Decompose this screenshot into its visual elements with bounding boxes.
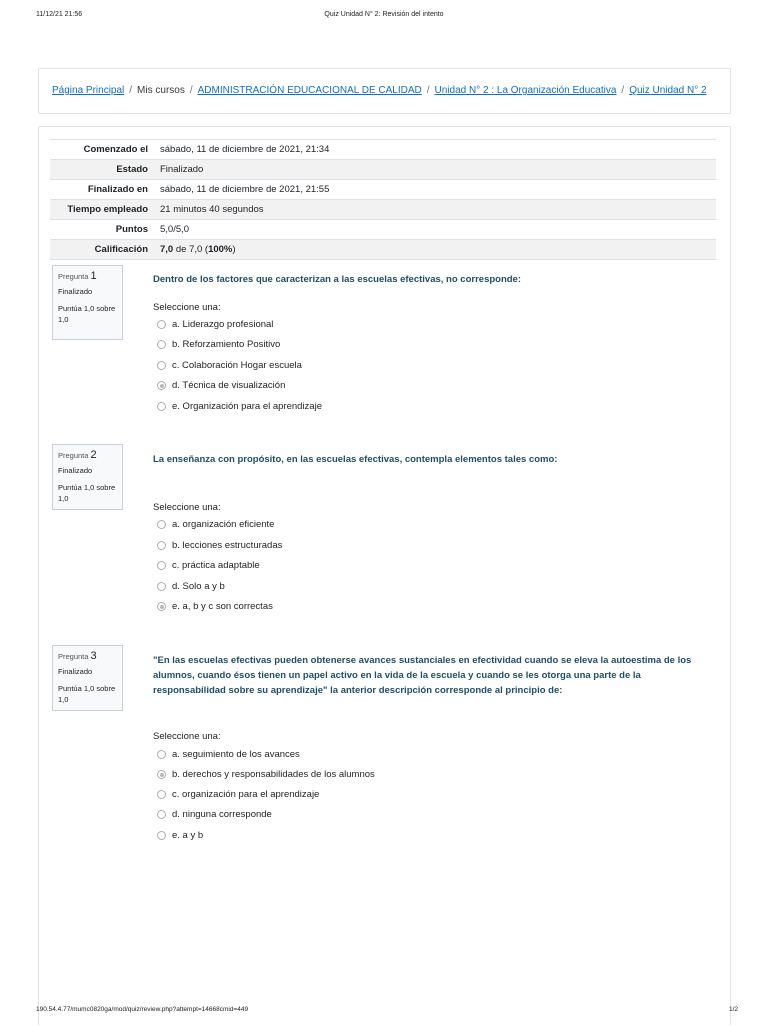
summary-value: 5,0/5,0 — [160, 224, 190, 235]
radio-button[interactable] — [157, 831, 166, 840]
summary-row-completed — [50, 180, 716, 200]
answer-label: e. a, b y c son correctas — [172, 601, 273, 612]
question-state: Finalizado — [58, 287, 93, 296]
print-timestamp: 11/12/21 21:56 — [36, 11, 83, 18]
answer-label: a. seguimiento de los avances — [172, 749, 300, 760]
question-prefix: Pregunta — [58, 451, 89, 460]
answer-option[interactable] — [157, 360, 302, 371]
radio-button[interactable] — [157, 541, 166, 550]
answer-option[interactable] — [157, 401, 322, 412]
summary-value: 21 minutos 40 segundos — [160, 204, 264, 215]
quiz-review-panel — [38, 126, 731, 1026]
grade-percent: 100% — [208, 244, 233, 255]
summary-label: Estado — [116, 164, 148, 175]
summary-row-marks — [50, 220, 716, 240]
question-state: Finalizado — [58, 667, 93, 676]
select-one-prompt: Seleccione una: — [153, 302, 221, 313]
question-state: Finalizado — [58, 466, 93, 475]
question-number — [58, 270, 117, 282]
answer-option[interactable] — [157, 789, 319, 800]
summary-label: Comenzado el — [83, 144, 148, 155]
radio-button[interactable] — [157, 520, 166, 529]
summary-row-started — [50, 140, 716, 160]
select-one-prompt: Seleccione una: — [153, 731, 221, 742]
answer-option[interactable] — [157, 319, 273, 330]
answer-label: a. Liderazgo profesional — [172, 319, 274, 330]
answer-label: d. Técnica de visualización — [172, 380, 286, 391]
attempt-summary-table — [50, 139, 716, 260]
print-page-number: 1/2 — [728, 1006, 738, 1013]
summary-value — [154, 240, 716, 260]
breadcrumb-separator: / — [129, 85, 133, 96]
answer-label: b. lecciones estructuradas — [172, 540, 283, 551]
answer-label: a. organización eficiente — [172, 519, 275, 530]
summary-row-time-taken — [50, 200, 716, 220]
question-text-2: La enseñanza con propósito, en las escuelas efectivas, contempla elementos tales como: — [153, 454, 558, 465]
radio-button[interactable] — [157, 361, 166, 370]
answer-option[interactable] — [157, 749, 300, 760]
question-prefix: Pregunta — [58, 652, 89, 661]
question-number-value: 2 — [90, 449, 97, 461]
question-prefix: Pregunta — [58, 272, 89, 281]
answer-label: b. Reforzamiento Positivo — [172, 339, 281, 350]
question-info-2 — [52, 444, 123, 510]
question-number-value: 3 — [90, 650, 97, 662]
summary-value: sábado, 11 de diciembre de 2021, 21:34 — [160, 144, 330, 155]
summary-label: Puntos — [115, 224, 148, 235]
question-number-value: 1 — [90, 270, 97, 282]
breadcrumb-home-link[interactable]: Página Principal — [52, 85, 125, 96]
radio-button[interactable] — [157, 320, 166, 329]
breadcrumb-course-link[interactable]: ADMINISTRACIÓN EDUCACIONAL DE CALIDAD — [197, 85, 422, 96]
answer-label: e. a y b — [172, 830, 204, 841]
answer-label: e. Organización para el aprendizaje — [172, 401, 322, 412]
breadcrumb-quiz-link[interactable]: Quiz Unidad N° 2 — [629, 85, 707, 96]
grade-score: 7,0 — [160, 244, 174, 255]
question-number — [58, 449, 117, 461]
answer-option[interactable] — [157, 769, 375, 780]
summary-label: Tiempo empleado — [67, 204, 148, 215]
summary-label: Finalizado en — [87, 184, 148, 195]
breadcrumb-separator: / — [426, 85, 430, 96]
breadcrumb-container — [38, 68, 731, 114]
radio-button[interactable] — [157, 582, 166, 591]
answer-option[interactable] — [157, 830, 203, 841]
radio-button[interactable] — [157, 561, 166, 570]
summary-value: Finalizado — [160, 164, 204, 175]
answer-option[interactable] — [157, 519, 274, 530]
breadcrumb-separator: / — [621, 85, 625, 96]
answer-label: c. organización para el aprendizaje — [172, 789, 320, 800]
question-text-3: "En las escuelas efectivas pueden obtenerse avances sustanciales en efectividad cuando se eleva la autoestima de los alumnos, cuando ésos tienen un papel activo en la vida de la escuela y cuando se les otorga una parte de la responsabilidad sobre su aprendizaje" la anterior descripción corresponde al principio de: — [153, 655, 692, 696]
summary-row-state — [50, 160, 716, 180]
summary-row-grade — [50, 240, 716, 260]
grade-close-paren: ) — [232, 244, 236, 255]
select-one-prompt: Seleccione una: — [153, 502, 221, 513]
answer-label: d. ninguna corresponde — [172, 809, 272, 820]
breadcrumb-my-courses: Mis cursos — [137, 85, 185, 96]
radio-button[interactable] — [157, 340, 166, 349]
grade-out-of: de 7,0 ( — [173, 244, 209, 255]
answer-label: c. Colaboración Hogar escuela — [172, 360, 302, 371]
question-info-3 — [52, 645, 123, 711]
print-header — [0, 9, 768, 23]
breadcrumb-unit-link[interactable]: Unidad N° 2 : La Organización Educativa — [434, 85, 617, 96]
answer-option[interactable] — [157, 809, 272, 820]
question-text-1: Dentro de los factores que caracterizan a las escuelas efectivas, no corresponde: — [153, 274, 522, 285]
answer-option[interactable] — [157, 339, 280, 350]
question-grade: Puntúa 1,0 sobre 1,0 — [58, 684, 116, 704]
answer-option[interactable] — [157, 581, 225, 592]
radio-button[interactable] — [157, 750, 166, 759]
print-url: 190.54.4.77/mumc0820ga/mod/quiz/review.php?attempt=14668cmid=449 — [36, 1006, 249, 1013]
question-info-1 — [52, 265, 123, 340]
radio-button-checked[interactable] — [157, 770, 166, 779]
answer-option[interactable] — [157, 601, 273, 612]
radio-button[interactable] — [157, 790, 166, 799]
answer-label: c. práctica adaptable — [172, 560, 260, 571]
radio-button-checked[interactable] — [157, 602, 166, 611]
radio-button-checked[interactable] — [157, 381, 166, 390]
question-grade: Puntúa 1,0 sobre 1,0 — [58, 304, 116, 324]
answer-option[interactable] — [157, 560, 260, 571]
print-footer — [0, 1004, 768, 1016]
answer-option[interactable] — [157, 540, 282, 551]
summary-value: sábado, 11 de diciembre de 2021, 21:55 — [160, 184, 330, 195]
summary-label: Calificación — [94, 244, 148, 255]
answer-label: d. Solo a y b — [172, 581, 225, 592]
answer-label: b. derechos y responsabilidades de los alumnos — [172, 769, 375, 780]
question-grade: Puntúa 1,0 sobre 1,0 — [58, 483, 116, 503]
breadcrumb — [52, 85, 707, 96]
breadcrumb-separator: / — [189, 85, 193, 96]
print-page-title: Quiz Unidad N° 2: Revisión del intento — [324, 11, 444, 18]
radio-button[interactable] — [157, 810, 166, 819]
radio-button[interactable] — [157, 402, 166, 411]
answer-option[interactable] — [157, 380, 285, 391]
question-number — [58, 650, 117, 662]
